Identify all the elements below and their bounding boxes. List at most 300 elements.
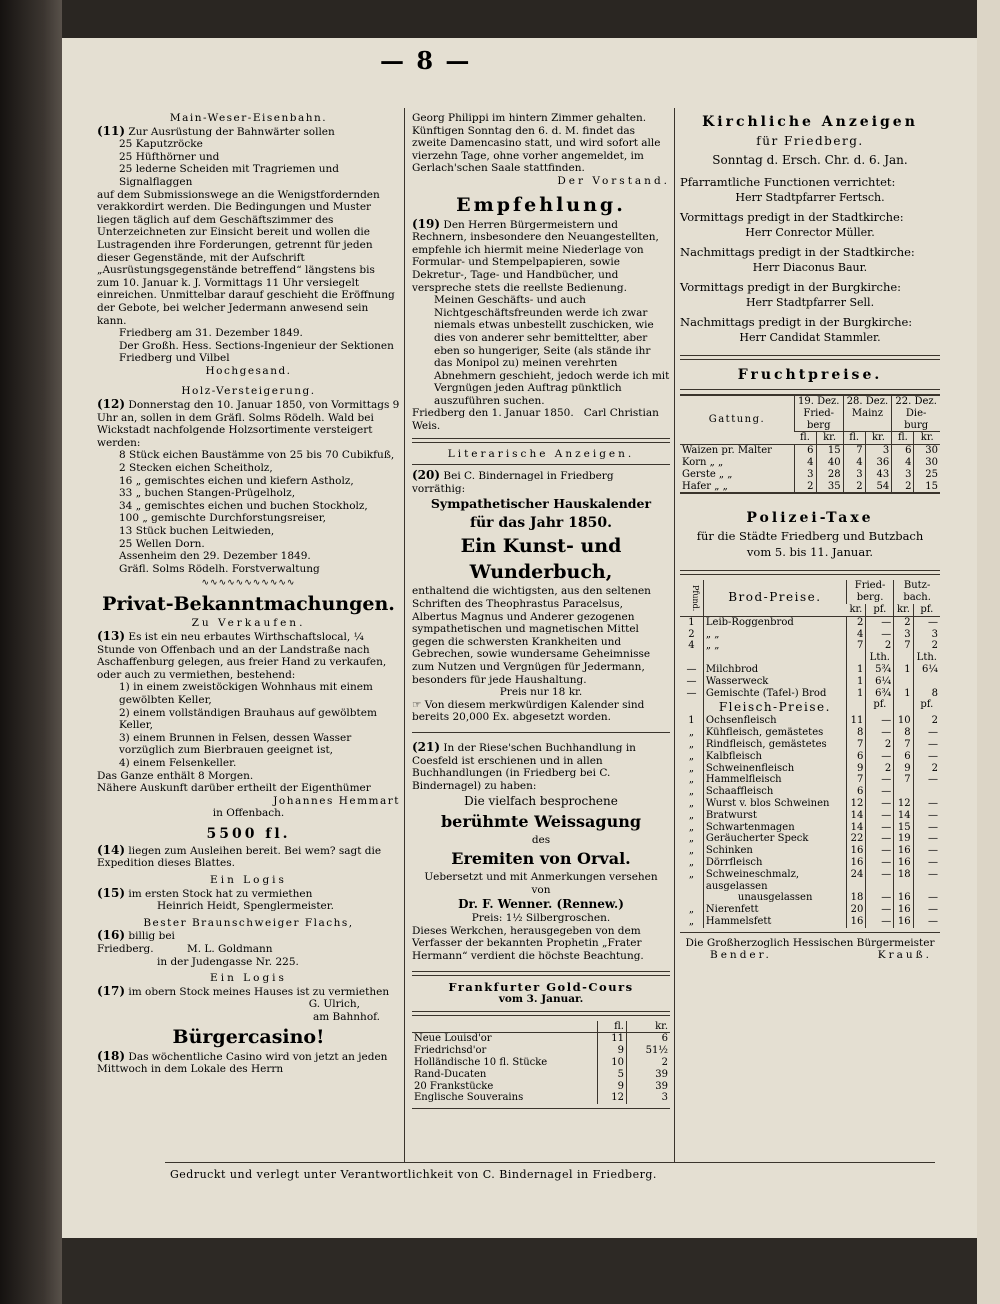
ad-signature: Gräfl. Solms Rödelh. Forstverwaltung — [119, 562, 320, 575]
ad-number: (20) — [412, 468, 441, 483]
price-cell: 16 — [894, 892, 913, 904]
price-cell: 20 — [846, 904, 866, 916]
book-binding — [0, 0, 62, 1304]
frucht-name-cell: Waizen pr. Malter — [682, 445, 772, 457]
price-cell: 6 — [846, 751, 866, 763]
pfund-cell: „ — [688, 786, 695, 798]
gold-name-cell: 20 Frankstücke — [414, 1080, 494, 1092]
divider — [412, 732, 670, 733]
ad-21 — [412, 741, 670, 792]
price-cell: — — [913, 916, 940, 928]
pf-header: pf. — [913, 699, 940, 715]
pfund-cell: „ — [688, 809, 695, 821]
list-item: 33 „ buchen Stangen-Prügelholz, — [119, 487, 296, 500]
ad-number: (16) — [97, 928, 126, 943]
kirch-sunday: Sonntag d. Ersch. Chr. d. 6. Jan. — [712, 153, 908, 167]
price-cell: 16 — [846, 916, 866, 928]
table-header — [412, 1021, 670, 1033]
pfund-cell: „ — [688, 750, 695, 762]
price-cell: — — [866, 857, 894, 869]
ad-12 — [97, 398, 400, 449]
frucht-name-cell: Hafer „ „ — [682, 480, 728, 492]
price-cell: 7 — [846, 739, 866, 751]
frucht-value-cell: 35 — [816, 481, 843, 494]
price-cell: 8 — [846, 727, 866, 739]
price-cell: 2 — [866, 763, 894, 775]
price-cell: — — [866, 774, 894, 786]
polizei-signature: Die Großherzoglich Hessischen Bürgermeister — [685, 936, 935, 949]
price-cell: 22 — [846, 833, 866, 845]
table-row — [680, 892, 940, 904]
price-cell: 8 — [913, 688, 940, 700]
fleisch-name-cell: Dörrfleisch — [703, 857, 846, 869]
gold-table-body — [412, 1033, 670, 1104]
pfund-cell: „ — [688, 774, 695, 786]
gold-name-col — [412, 1021, 598, 1033]
fleisch-name-cell: Kühfleisch, gemästetes — [703, 727, 846, 739]
price-cell: 6 — [894, 751, 913, 763]
imprint-footer: Gedruckt und verlegt unter Verantwortlichkeit von C. Bindernagel in Friedberg. — [170, 1168, 657, 1181]
ad-text: Meinen Geschäfts- und auch Nichtgeschäftsfreunden werde ich zwar niemals etwas unbestellt zuschicken, wie dies von anderer sehr bemitteltter, aber eben so hungeriger, Seite (als stände ihr das Monipol zu) meinen verehrten Abnehmern geschieht, jedoch werde ich mit Vergnügen jeden Auftrag pünktlich auszuführen suchen. — [434, 294, 670, 407]
fried-date: 19. Dez. — [798, 396, 840, 407]
kirch-list — [680, 174, 940, 345]
polizei-table — [680, 580, 940, 927]
divider — [680, 355, 940, 360]
frucht-table-body — [680, 445, 940, 494]
fl-header: fl. — [843, 432, 865, 445]
price-cell: 7 — [894, 739, 913, 751]
ad-14 — [97, 844, 400, 870]
ad-text: Dieses Werkchen, herausgegeben von dem Verfasser der bekannten Prophetin „Frater Hermann“ verdient die höchste Beachtung. — [412, 924, 644, 962]
ad-20 — [412, 469, 670, 495]
book-title: des — [531, 834, 551, 847]
table-row — [680, 469, 940, 481]
price-cell: 16 — [846, 857, 866, 869]
price-cell: 5¾ — [866, 664, 894, 676]
pfund-cell: — — [686, 687, 697, 699]
frucht-value-cell: 4 — [794, 457, 816, 469]
pf-header: pf. — [866, 699, 894, 715]
price-cell: 14 — [846, 810, 866, 822]
fleisch-name-cell: Schinken — [703, 845, 846, 857]
table-row — [412, 1045, 670, 1057]
price-cell: 2 — [866, 640, 894, 652]
dieburg-header — [892, 395, 940, 432]
kirch-function: Vormittags predigt in der Burgkirche: — [680, 280, 902, 294]
ad-18-continued: Georg Philippi im hintern Zimmer gehalten. Künftigen Sonntag den 6. d. M. findet das zweite Damencasino statt, und wird sofort alle vierzehn Tage, ohne vorher angemeldet, im Gerlach'schen Saale stattfinden. — [412, 112, 661, 175]
table-row — [680, 869, 940, 893]
pfund-cell: „ — [688, 915, 695, 927]
price-cell: 2 — [866, 739, 894, 751]
pfund-cell: 2 — [688, 628, 695, 640]
ad-text: Donnerstag den 10. Januar 1850, von Vormittags 9 Uhr an, sollen in dem Gräfl. Solms Rödelh. Wald bei Wickstadt nachfolgende Holzsortimente versteigert werden: — [97, 399, 400, 449]
kirch-title: Kirchliche Anzeigen — [702, 114, 918, 130]
gold-kr-cell: 3 — [626, 1092, 670, 1104]
book-title: berühmte Weissagung — [440, 812, 642, 832]
ad-signature: in der Judengasse Nr. 225. — [157, 955, 299, 968]
price-cell: 2 — [913, 715, 940, 727]
price-cell: — — [913, 833, 940, 845]
frucht-value-cell: 30 — [914, 445, 940, 457]
ad-signature: Der Großh. Hess. Sections-Ingenieur der Sektionen Friedberg und Vilbel — [119, 339, 394, 365]
page-number: — 8 — — [380, 46, 472, 75]
price-cell: 2 — [846, 616, 866, 628]
price-cell: — — [866, 916, 894, 928]
fried-label: Fried- — [803, 407, 835, 419]
ad-18 — [97, 1050, 400, 1076]
ad-date: Friedberg den 1. Januar 1850. — [412, 407, 574, 420]
price-cell: 9 — [894, 763, 913, 775]
divider — [680, 932, 940, 933]
frucht-name-cell: Gerste „ „ — [682, 468, 733, 480]
dieburg-label: Die- — [905, 407, 927, 419]
price-cell: — — [913, 857, 940, 869]
kirch-person: Herr Stadtpfarrer Fertsch. — [735, 191, 885, 204]
table-row — [680, 845, 940, 857]
price: Preis: 1½ Silbergroschen. — [471, 912, 611, 925]
frucht-value-cell: 2 — [843, 481, 865, 494]
table-row — [680, 833, 940, 845]
blank-cell — [894, 699, 913, 715]
price-cell: 7 — [846, 640, 866, 652]
blank-cell — [846, 652, 866, 664]
gold-title: Frankfurter Gold-Cours — [448, 979, 634, 994]
amount-heading: 5500 fl. — [206, 825, 291, 842]
price-cell: 1 — [894, 664, 913, 676]
fried-header — [794, 395, 843, 432]
logis-heading: Ein Logis — [210, 874, 287, 887]
frucht-value-cell: 30 — [914, 457, 940, 469]
price-cell: 1 — [846, 688, 866, 700]
frucht-value-cell: 40 — [816, 457, 843, 469]
frucht-value-cell: 3 — [843, 469, 865, 481]
kirch-person: Herr Candidat Stammler. — [739, 331, 881, 344]
frucht-table — [680, 394, 940, 494]
ornament-divider: ∿∿∿∿∿∿∿∿∿∿∿ — [201, 578, 296, 589]
fleisch-name-cell: Schaaffleisch — [703, 786, 846, 798]
fleisch-header: Fleisch-Preise. — [703, 699, 846, 715]
mainz-label: Mainz — [851, 407, 883, 419]
ad-signature: Carl Christian Weis. — [412, 407, 659, 433]
pfund-cell: „ — [688, 904, 695, 916]
friedberg-header: Fried-berg. — [846, 580, 893, 604]
price-cell: 16 — [894, 916, 913, 928]
price-cell: 4 — [846, 629, 866, 641]
frucht-value-cell: 7 — [843, 445, 865, 457]
ad-place: in Offenbach. — [212, 807, 285, 820]
price-cell: — — [913, 727, 940, 739]
ad-number: (13) — [97, 628, 126, 643]
ad-text: auf dem Submissionswege an die Wenigstfordernden verakkordirt werden. Die Bedingungen und Muster liegen täglich auf dem Geschäftszimmer des Unterzeichneten zur Einsicht bereit und wollen die Lustragenden ihre Forderungen, getrennt für jeden dieser Gegenstände, mit der Aufschrift „Ausrüstungsgegenstände betreffend“ längstens bis zum 10. Januar k. J. Vormittags 11 Uhr versiegelt einreichen. Unmittelbar darauf geschieht die Eröffnung der Gebote, bei welcher Jedermann anwesend sein kann. — [97, 188, 395, 327]
price-cell: — — [913, 739, 940, 751]
column-rule-1 — [404, 108, 405, 1163]
kirch-function: Nachmittags predigt in der Burgkirche: — [680, 315, 913, 329]
gold-table — [412, 1021, 670, 1105]
ad-number: (19) — [412, 216, 441, 231]
fl-header: fl. — [794, 432, 816, 445]
kirch-person: Herr Diaconus Baur. — [752, 261, 868, 274]
kirch-subtitle: für Friedberg. — [756, 134, 864, 148]
frucht-title: Fruchtpreise. — [737, 367, 883, 383]
frucht-value-cell: 15 — [914, 481, 940, 494]
frucht-value-cell: 3 — [892, 469, 914, 481]
price-cell: — — [866, 616, 894, 628]
pfund-cell: „ — [688, 856, 695, 868]
list-item: 1) in einem zweistöckigen Wohnhaus mit einem gewölbten Keller, — [119, 681, 373, 706]
table-row — [412, 1033, 670, 1045]
frucht-name-cell: Korn „ „ — [682, 456, 724, 468]
divider — [412, 438, 670, 443]
pfund-cell: „ — [688, 833, 695, 845]
polizei-date: vom 5. bis 11. Januar. — [746, 545, 874, 560]
brod-name-cell: Milchbrod — [703, 664, 846, 676]
book-title: Uebersetzt und mit Anmerkungen versehen — [424, 870, 658, 883]
ad-text: billig bei — [128, 930, 175, 943]
price-cell: — — [866, 727, 894, 739]
price-cell: 3 — [894, 629, 913, 641]
pfund-cell: „ — [688, 845, 695, 857]
pfund-cell: 1 — [688, 616, 695, 628]
price-cell: 2 — [894, 616, 913, 628]
frucht-value-cell: 15 — [816, 445, 843, 457]
blank-cell — [680, 699, 703, 715]
ad-text: im ersten Stock hat zu vermiethen — [128, 887, 313, 900]
ad-signature-name: Johannes Hemmart — [273, 794, 400, 807]
list-item: 2) einem vollständigen Brauhaus auf gewölbtem Keller, — [119, 706, 377, 732]
ad-signature: am Bahnhof. — [313, 1011, 380, 1023]
pf-header: pf. — [913, 604, 940, 616]
gold-kr-header: kr. — [626, 1021, 670, 1033]
kr-header: kr. — [894, 604, 913, 616]
divider — [680, 389, 940, 390]
price-cell: — — [913, 904, 940, 916]
literarische-title: Literarische Anzeigen. — [447, 447, 635, 460]
ad-text: In der Riese'schen Buchhandlung in Coesfeld ist erschienen und in allen Buchhandlungen (in Friedberg bei C. Bindernagel) zu haben: — [412, 741, 636, 792]
column-rule-2 — [674, 108, 675, 1163]
ad-text: liegen zum Ausleihen bereit. Bei wem? sagt die Expedition dieses Blattes. — [97, 844, 382, 870]
table-row — [412, 1092, 670, 1104]
price-cell: 6¾ — [866, 688, 894, 700]
frucht-value-cell: 36 — [865, 457, 892, 469]
price-cell: 14 — [846, 822, 866, 834]
price-cell: 8 — [894, 727, 913, 739]
frucht-value-cell: 2 — [892, 481, 914, 494]
frucht-value-cell: 6 — [892, 445, 914, 457]
ad-note: ☞ Von diesem merkwürdigen Kalender sind bereits 20,000 Ex. abgesetzt worden. — [412, 698, 645, 724]
column-2 — [412, 112, 670, 1113]
list-item: 13 Stück buchen Leitwieden, — [119, 525, 275, 537]
table-row — [680, 916, 940, 928]
table-row — [680, 751, 940, 763]
table-row — [680, 640, 940, 652]
kirch-function: Vormittags predigt in der Stadtkirche: — [680, 210, 904, 224]
price-cell: — — [913, 774, 940, 786]
brod-name-cell: „ „ — [703, 640, 846, 652]
ad-text: Den Herren Bürgermeistern und Rechnern, insbesondere den Neuangestellten, empfehle ich hiermit meine Niederlage von Formular- und Stempelpapieren, sowie Dekretur-, Tage- und Handbücher, und verspreche stets die reellste Bedienung. — [412, 218, 659, 294]
ad-text: enthaltend die wichtigsten, aus den seltenen Schriften des Theophrastus Paracelsus, Albertus Magnus und Anderer gezogenen sympathetischen und magnetischen Mittel gegen die schwersten Krankheiten und Gebrechen, sowie wundersame Geheimnisse zum Nutzen und Vergnügen für Jedermann, besonders für jede Haushaltung. — [412, 585, 651, 686]
page-shadow — [62, 1238, 977, 1304]
table-row — [680, 774, 940, 786]
gold-fl-cell: 10 — [598, 1057, 627, 1069]
pfund-cell: „ — [688, 738, 695, 750]
list-item: 25 Wellen Dorn. — [119, 537, 205, 550]
gold-name-cell: Englische Souverains — [414, 1092, 524, 1104]
fleisch-table-body — [680, 715, 940, 927]
kr-header: kr. — [914, 432, 940, 445]
loth-header: Lth. — [866, 652, 894, 664]
ad-16-sig-line — [97, 943, 400, 956]
table-row — [680, 810, 940, 822]
price-cell: — — [866, 751, 894, 763]
table-header — [680, 580, 940, 604]
table-row — [680, 763, 940, 775]
ad-19-sig — [412, 407, 670, 432]
pfund-cell: 1 — [688, 715, 695, 727]
price-cell: 18 — [894, 869, 913, 893]
fleisch-name-cell: Ochsenfleisch — [703, 715, 846, 727]
price-cell: — — [866, 904, 894, 916]
price-cell: 7 — [894, 774, 913, 786]
divider — [412, 971, 670, 976]
table-row — [412, 1069, 670, 1081]
frucht-value-cell: 3 — [794, 469, 816, 481]
polizei-subtitle: für die Städte Friedberg und Butzbach — [696, 529, 924, 544]
kirch-function: Pfarramtliche Functionen verrichtet: — [680, 175, 896, 189]
privat-title: Privat-Bekanntmachungen. — [102, 593, 395, 616]
price-cell: — — [866, 845, 894, 857]
price-cell: 1 — [846, 676, 866, 688]
list-item: 4) einem Felsenkeller. — [119, 756, 237, 769]
frucht-value-cell: 2 — [794, 481, 816, 494]
gold-date: vom 3. Januar. — [498, 993, 584, 1006]
ad-15 — [97, 887, 400, 901]
fleisch-name-cell: Geräucherter Speck — [703, 833, 846, 845]
gold-name-cell: Friedrichsd'or — [414, 1045, 487, 1057]
ad-signature: G. Ulrich, — [308, 998, 360, 1011]
price-cell: 16 — [846, 845, 866, 857]
price-cell: 15 — [894, 822, 913, 834]
gold-fl-cell: 9 — [598, 1081, 627, 1093]
price-cell: — — [913, 616, 940, 628]
price-cell: 14 — [894, 810, 913, 822]
gold-name-cell: Neue Louisd'or — [414, 1033, 492, 1045]
empfehlung-title: Empfehlung. — [456, 193, 626, 216]
kirch-person: Herr Stadtpfarrer Sell. — [745, 296, 875, 309]
pf-header: pf. — [866, 604, 894, 616]
price-cell: 18 — [846, 892, 866, 904]
divider — [680, 570, 940, 575]
ad-number: (21) — [412, 739, 441, 754]
price-cell: 7 — [894, 640, 913, 652]
table-row — [680, 629, 940, 641]
ad-text: im obern Stock meines Hauses ist zu vermiethen — [128, 985, 390, 998]
table-row — [680, 688, 940, 700]
price-cell: 6¼ — [866, 676, 894, 688]
book-title: Die vielfach besprochene — [464, 794, 618, 809]
fleisch-name-cell: Kalbfleisch — [703, 751, 846, 763]
mainz-header — [843, 395, 892, 432]
ad-13 — [97, 630, 400, 681]
loth-header: Lth. — [913, 652, 940, 664]
ad-signature: Der Vorstand. — [557, 174, 670, 187]
table-row — [680, 616, 940, 628]
list-item: 3) einem Brunnen in Felsen, dessen Wasser vorzüglich zum Bierbrauen geeignet ist, — [119, 731, 352, 757]
list-item: 34 „ gemischtes eichen und buchen Stockholz, — [119, 499, 368, 512]
ad-item: 25 lederne Scheiden mit Tragriemen und Signalflaggen — [119, 163, 339, 188]
column-3 — [680, 112, 940, 962]
casino-title: Bürgercasino! — [172, 1025, 325, 1048]
pfund-cell: „ — [688, 727, 695, 739]
price-cell: 3 — [913, 629, 940, 641]
divider — [412, 1011, 670, 1016]
ad-number: (18) — [97, 1048, 126, 1063]
table-row — [680, 798, 940, 810]
price-cell: 9 — [846, 763, 866, 775]
gold-fl-cell: 9 — [598, 1045, 627, 1057]
frucht-value-cell: 6 — [794, 445, 816, 457]
ad-16 — [97, 929, 400, 943]
price-cell: — — [913, 845, 940, 857]
fl-header: fl. — [892, 432, 914, 445]
price-cell: — — [866, 798, 894, 810]
frucht-value-cell: 4 — [892, 457, 914, 469]
price-cell: — — [913, 869, 940, 893]
ad-number: (11) — [97, 123, 126, 138]
zu-verkaufen: Zu Verkaufen. — [191, 617, 306, 630]
price-cell: — — [913, 810, 940, 822]
brod-name-cell: Wasserweck — [703, 676, 846, 688]
ad-number: (12) — [97, 397, 126, 412]
ad-text: Nähere Auskunft darüber ertheilt der Eigenthümer — [97, 782, 371, 795]
ad-text: Es ist ein neu erbautes Wirthschaftslocal, ¼ Stunde von Offenbach und an der Landstraße nach Aschaffenburg gelegen, aus freier Hand zu verkaufen, oder auch zu vermiethen, bestehend: — [97, 630, 387, 681]
book-title: Sympathetischer Hauskalender — [430, 496, 652, 512]
logis-heading: Ein Logis — [210, 972, 287, 985]
price-cell: 1 — [894, 688, 913, 700]
ad-text: Das wöchentliche Casino wird von jetzt an jeden Mittwoch in dem Lokale des Herrn — [97, 1050, 388, 1076]
table-row — [680, 676, 940, 688]
price: Preis nur 18 kr. — [499, 686, 583, 699]
price-cell — [894, 786, 913, 798]
price-cell: — — [866, 822, 894, 834]
price-cell: — — [913, 798, 940, 810]
signature-name: Bender. — [710, 949, 772, 962]
main-weser-title: Main-Weser-Eisenbahn. — [169, 112, 328, 124]
polizei-signature-names — [680, 949, 940, 962]
price-cell: 7 — [846, 774, 866, 786]
price-cell: — — [866, 715, 894, 727]
price-cell: 6¼ — [913, 664, 940, 676]
ad-place: Friedberg. — [97, 943, 154, 956]
brod-header: Brod-Preise. — [703, 580, 846, 616]
price-cell: 12 — [846, 798, 866, 810]
fleisch-name-cell: unausgelassen — [703, 892, 846, 904]
pfund-cell: 4 — [688, 640, 695, 652]
kr-header: kr. — [865, 432, 892, 445]
price-cell: 16 — [894, 857, 913, 869]
fleisch-name-cell: Hammelsfett — [703, 916, 846, 928]
ad-item: 25 Kaputzröcke — [119, 138, 203, 151]
list-item: 16 „ gemischtes eichen und kiefern Astholz, — [119, 474, 354, 487]
table-row — [680, 445, 940, 457]
pfund-cell: „ — [688, 868, 695, 880]
price-cell: — — [913, 892, 940, 904]
table-header — [680, 395, 940, 432]
table-row — [680, 457, 940, 469]
table-row — [680, 904, 940, 916]
price-cell — [894, 676, 913, 688]
price-cell — [913, 786, 940, 798]
fleisch-name-cell: Schwartenmagen — [703, 822, 846, 834]
